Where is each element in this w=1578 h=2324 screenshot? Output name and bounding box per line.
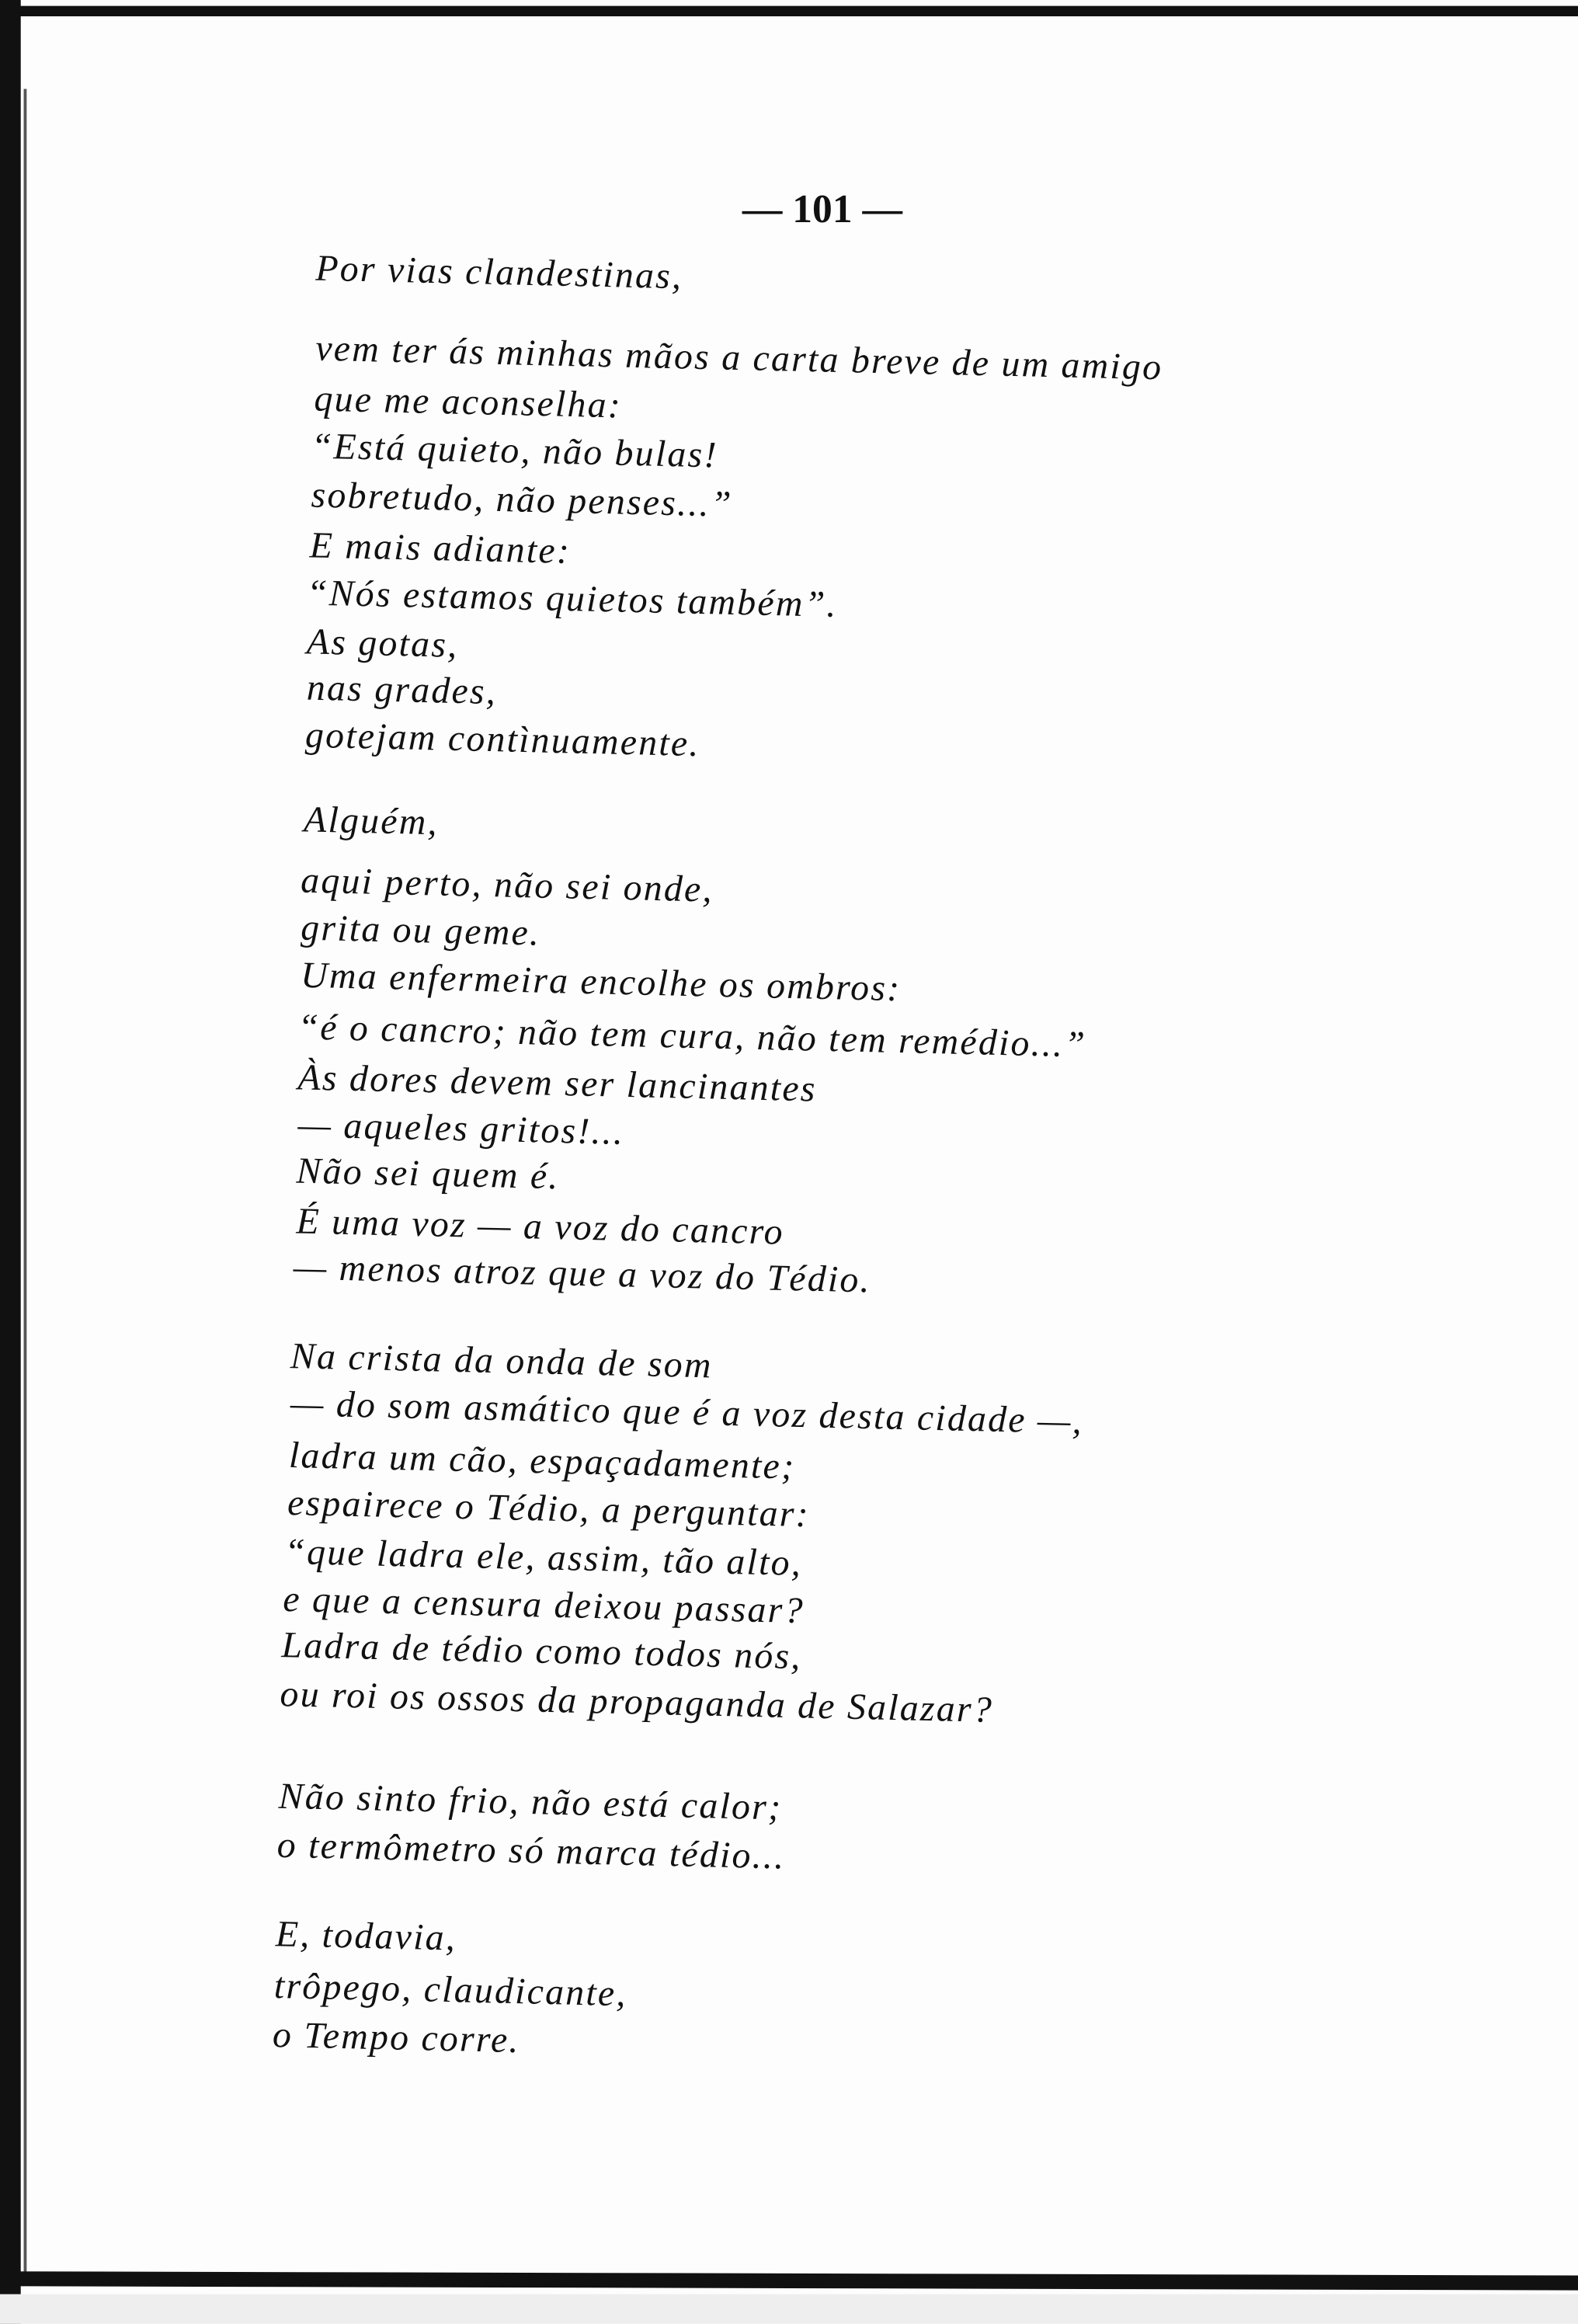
- poem-line: — menos atroz que a voz do Tédio.: [293, 1247, 872, 1301]
- poem-line: nas grades,: [306, 668, 498, 713]
- poem-line: sobretudo, não penses...”: [311, 475, 734, 526]
- scan-border-bottom: [0, 2271, 1578, 2290]
- poem-line: É uma voz — a voz do cancro: [296, 1202, 785, 1254]
- poem-line: Não sei quem é.: [296, 1151, 561, 1198]
- poem-line: As gotas,: [306, 622, 460, 666]
- poem-line: Por vias clandestinas,: [315, 249, 683, 297]
- poem-line: Uma enfermeira encolhe os ombros:: [300, 955, 902, 1010]
- poem-line: “que ladra ele, assim, tão alto,: [283, 1532, 803, 1585]
- page-number: — 101 —: [742, 186, 902, 231]
- poem-line: Alguém,: [303, 800, 440, 844]
- poem-line: aqui perto, não sei onde,: [300, 861, 714, 911]
- poem-line: “Está quieto, não bulas!: [311, 426, 719, 476]
- poem-line: E mais adiante:: [309, 526, 572, 572]
- scan-border-left: [0, 0, 21, 2324]
- poem-line: o Tempo corre.: [272, 2015, 521, 2061]
- poem-line: Ladra de tédio como todos nós,: [280, 1626, 803, 1678]
- poem-line: trôpego, claudicante,: [273, 1966, 628, 2015]
- poem-line: “Nós estamos quietos também”.: [306, 573, 839, 626]
- poem-line: vem ter ás minhas mãos a carta breve de um amigo: [315, 329, 1163, 388]
- poem-line: “é o cancro; não tem cura, não tem remédio...”: [297, 1007, 1087, 1066]
- poem-line: e que a censura deixou passar?: [282, 1579, 805, 1632]
- poem-line: E, todavia,: [275, 1915, 457, 1959]
- poem-line: o termômetro só marca tédio...: [276, 1825, 786, 1878]
- poem-line: — aqueles gritos!...: [297, 1105, 625, 1153]
- poem-line: ladra um cão, espaçadamente;: [288, 1435, 796, 1488]
- poem-line: Às dores devem ser lancinantes: [297, 1058, 818, 1110]
- poem-line: grita ou geme.: [300, 908, 541, 955]
- scan-margin-bottom: [0, 2294, 1578, 2324]
- scan-border-top: [0, 6, 1578, 16]
- poem-line: espairece o Tédio, a perguntar:: [287, 1483, 811, 1536]
- poem-line: que me aconselha:: [313, 379, 623, 426]
- poem-line: — do som asmático que é a voz desta cidade —,: [290, 1384, 1084, 1442]
- scan-border-left-inner: [24, 89, 27, 2282]
- poem-line: ou roi os ossos da propaganda de Salazar?: [280, 1675, 994, 1731]
- poem-line: Não sinto frio, não está calor;: [278, 1776, 783, 1828]
- poem-line: gotejam contìnuamente.: [304, 715, 701, 765]
- poem-line: Na crista da onda de som: [290, 1337, 714, 1386]
